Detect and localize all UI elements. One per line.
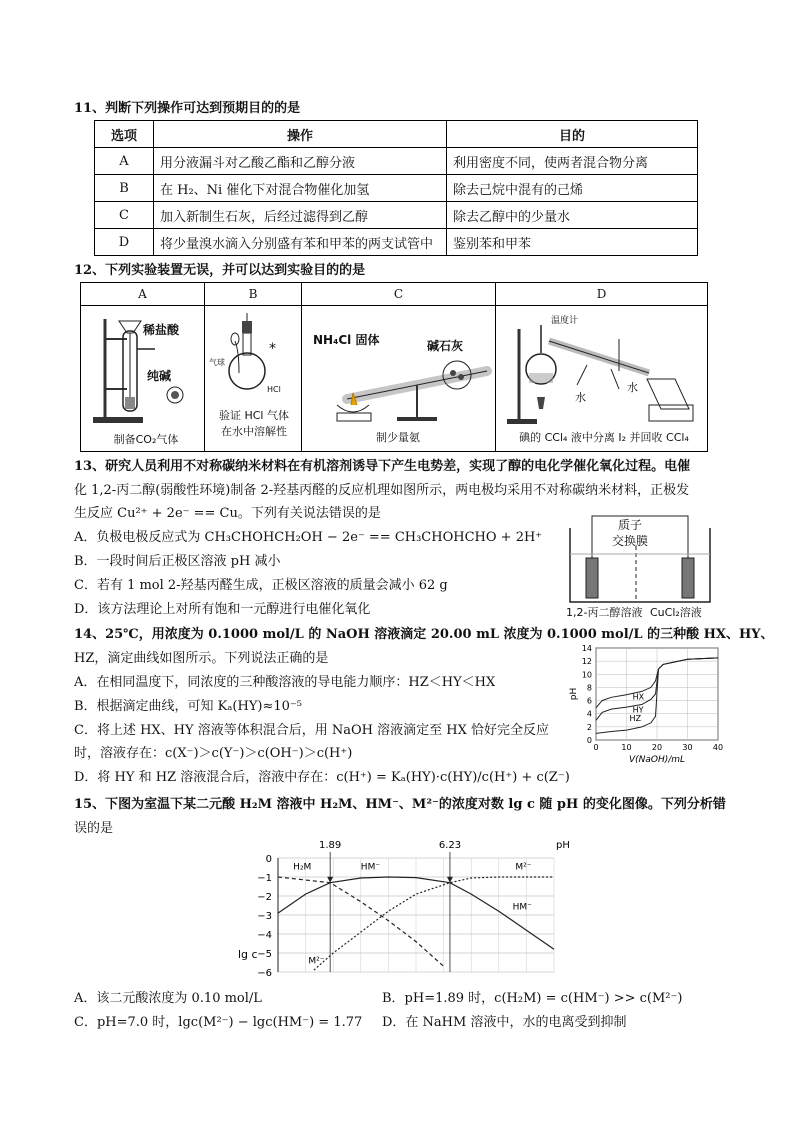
q14-titration-chart [568, 642, 728, 770]
q12-stem: 12、下列实验装置无误，并可以达到实验目的的是 [74, 263, 366, 278]
q13-stem-line3: 生反应 Cu²⁺ + 2e⁻ == Cu。下列有关说法错误的是 [74, 506, 381, 521]
table-cell: 除去乙醇中的少量水 [447, 202, 698, 229]
y-tick-label: −6 [257, 968, 272, 979]
table-cell: A [95, 148, 154, 175]
col-header-c: C [302, 283, 495, 306]
table-row [95, 229, 698, 256]
c-label-lime: 碱石灰 [427, 339, 464, 353]
b-label-balloon: 气球 [209, 358, 225, 367]
y-axis-label: pH [569, 687, 579, 701]
q14-option-d: D．将 HY 和 HZ 溶液混合后，溶液中存在：c(H⁺) = Kₐ(HY)·c(HY)/c(H⁺) + c(Z⁻) [74, 770, 570, 785]
q15-option-c: C．pH=7.0 时，lgc(M²⁻) − lgc(HM⁻) = 1.77 [74, 1015, 363, 1030]
q14-option-a: A．在相同温度下，同浓度的三种酸溶液的导电能力顺序：HZ＜HY＜HX [74, 675, 496, 690]
y-tick-label: 12 [581, 657, 592, 667]
q13-right-solution: CuCl₂溶液 [650, 606, 702, 619]
b-label-hcl: HCl [267, 385, 281, 394]
x-axis-label: pH [556, 840, 570, 851]
series-label-hm-top: HM⁻ [360, 862, 381, 873]
q15-stem-line2: 误的是 [74, 821, 114, 836]
table-header: 选项 [95, 121, 154, 148]
x-tick-label: 10 [621, 743, 632, 752]
q13-membrane-label-1: 质子 [618, 518, 643, 532]
x-tick-label: 30 [682, 743, 693, 752]
col-header-a: A [81, 283, 204, 306]
y-tick-label: −5 [257, 949, 272, 960]
table-header-row [95, 121, 698, 148]
a-label-soda: 纯碱 [147, 369, 172, 383]
q13-left-solution: 1,2-丙二醇溶液 [566, 606, 643, 619]
table-cell: D [95, 229, 154, 256]
apparatus-d-diagram [499, 309, 705, 427]
x-tick-label: 20 [651, 743, 663, 752]
q13-option-b: B．一段时间后正极区溶液 pH 减小 [74, 554, 281, 569]
q14-stem-line2: HZ，滴定曲线如图所示。下列说法正确的是 [74, 651, 329, 666]
q15-option-b: B．pH=1.89 时，c(H₂M) = c(HM⁻) >> c(M²⁻) [382, 991, 683, 1006]
a-caption: 制备CO₂气体 [113, 433, 179, 446]
q13-stem-line2: 化 1,2-丙二醇(弱酸性环境)制备 2-羟基丙醛的反应机理如图所示，两电极均采用不对称碳纳米材料，正极发 [74, 483, 690, 498]
y-tick-label: 4 [586, 709, 592, 719]
q15-stem-line1 [74, 794, 726, 815]
table-row [95, 175, 698, 202]
q11-stem: 11、判断下列操作可达到预期目的的是 [74, 101, 301, 116]
table-cell: 利用密度不同，使两者混合物分离 [447, 148, 698, 175]
b-label-star: * [269, 341, 276, 357]
q12-apparatus-table [80, 282, 708, 452]
q15-speciation-chart [236, 836, 570, 980]
a-label-acid: 稀盐酸 [143, 323, 180, 337]
table-cell: 将少量溴水滴入分别盛有苯和甲苯的两支试管中 [154, 229, 447, 256]
y-tick-label: −4 [257, 930, 272, 941]
y-tick-label: 14 [581, 644, 592, 653]
series-label-hm-right: HM⁻ [512, 902, 532, 913]
series-line-m2 [314, 877, 554, 970]
d-label-water-2: 水 [627, 381, 638, 394]
table-cell: 用分液漏斗对乙酸乙酯和乙醇分液 [154, 148, 447, 175]
table-header: 目的 [447, 121, 698, 148]
marker-label: 6.23 [438, 840, 462, 851]
q13-membrane-label-2: 交换膜 [612, 534, 649, 548]
series-label-h2m: H₂M [293, 862, 312, 873]
col-header-d: D [496, 283, 707, 306]
y-tick-label: 2 [586, 722, 592, 732]
table-cell: 鉴别苯和甲苯 [447, 229, 698, 256]
q11-table [94, 120, 698, 256]
y-tick-label: 0 [586, 736, 592, 745]
series-label-hx: HX [632, 692, 645, 702]
q15-stem-1: 15、下图为室温下某二元酸 H₂M 溶液中 H₂M、HM⁻、M²⁻的浓度对数 lg c 随 pH 的变化图像。下列分析错 [74, 797, 726, 812]
y-axis-label: lg c [238, 948, 258, 961]
x-tick-label: 0 [593, 743, 599, 752]
c-label-nh4cl: NH₄Cl 固体 [313, 333, 380, 347]
series-label-hz: HZ [629, 713, 642, 723]
q13-stem-line1 [74, 456, 690, 477]
q13-option-d: D．该方法理论上对所有饱和一元醇进行电催化氧化 [74, 602, 371, 617]
d-label-water-1: 水 [575, 391, 586, 404]
table-row [95, 148, 698, 175]
c-caption: 制少量氨 [376, 431, 420, 444]
q15-option-d: D．在 NaHM 溶液中，水的电离受到抑制 [382, 1015, 627, 1030]
q14-option-c-1: C．将上述 HX、HY 溶液等体积混合后，用 NaOH 溶液滴定至 HX 恰好完全反应 [74, 723, 549, 738]
q13-option-c: C．若有 1 mol 2-羟基丙醛生成，正极区溶液的质量会减小 62 g [74, 578, 448, 593]
q14-stem-1: 14、25℃，用浓度为 0.1000 mol/L 的 NaOH 溶液滴定 20.00 mL 浓度为 0.1000 mol/L 的三种酸 HX、HY、 [74, 627, 774, 642]
table-cell: 在 H₂、Ni 催化下对混合物催化加氢 [154, 175, 447, 202]
series-label-m2-top: M²⁻ [515, 862, 532, 873]
y-tick-label: 0 [265, 854, 272, 865]
apparatus-c-diagram [307, 309, 491, 427]
series-label-m2-bottom: M²⁻ [308, 956, 325, 967]
table-header: 操作 [154, 121, 447, 148]
y-tick-label: 8 [586, 683, 592, 693]
b-caption-1: 验证 HCl 气体 [218, 409, 289, 422]
d-label-thermometer: 温度计 [551, 316, 579, 326]
x-axis-label: V(NaOH)/mL [628, 755, 686, 765]
y-tick-label: 6 [586, 696, 592, 706]
q14-option-b: B．根据滴定曲线，可知 Kₐ(HY)≈10⁻⁵ [74, 699, 302, 714]
d-caption: 碘的 CCl₄ 液中分离 I₂ 并回收 CCl₄ [519, 431, 689, 444]
table-cell: 除去己烷中混有的己烯 [447, 175, 698, 202]
series-label-hy: HY [632, 705, 644, 715]
q13-option-a: A．负极电极反应式为 CH₃CHOHCH₂OH − 2e⁻ == CH₃CHOHCHO + 2H⁺ [74, 530, 543, 545]
y-tick-label: −1 [257, 873, 272, 884]
y-tick-label: −2 [257, 892, 272, 903]
q13-stem-1: 13、研究人员利用不对称碳纳米材料在有机溶剂诱导下产生电势差，实现了醇的电化学催化氧化过程。电催 [74, 459, 691, 474]
x-tick-label: 40 [712, 743, 724, 752]
col-header-b: B [205, 283, 301, 306]
marker-label: 1.89 [319, 840, 342, 851]
table-cell: C [95, 202, 154, 229]
q15-option-a: A．该二元酸浓度为 0.10 mol/L [74, 991, 262, 1006]
table-cell: B [95, 175, 154, 202]
y-tick-label: 10 [581, 670, 592, 680]
q14-option-c-2: 时，溶液存在：c(X⁻)＞c(Y⁻)＞c(OH⁻)＞c(H⁺) [74, 746, 353, 761]
b-caption-2: 在水中溶解性 [221, 425, 287, 438]
y-tick-label: −3 [257, 911, 272, 922]
table-cell: 加入新制生石灰，后经过滤得到乙醇 [154, 202, 447, 229]
table-row [95, 202, 698, 229]
